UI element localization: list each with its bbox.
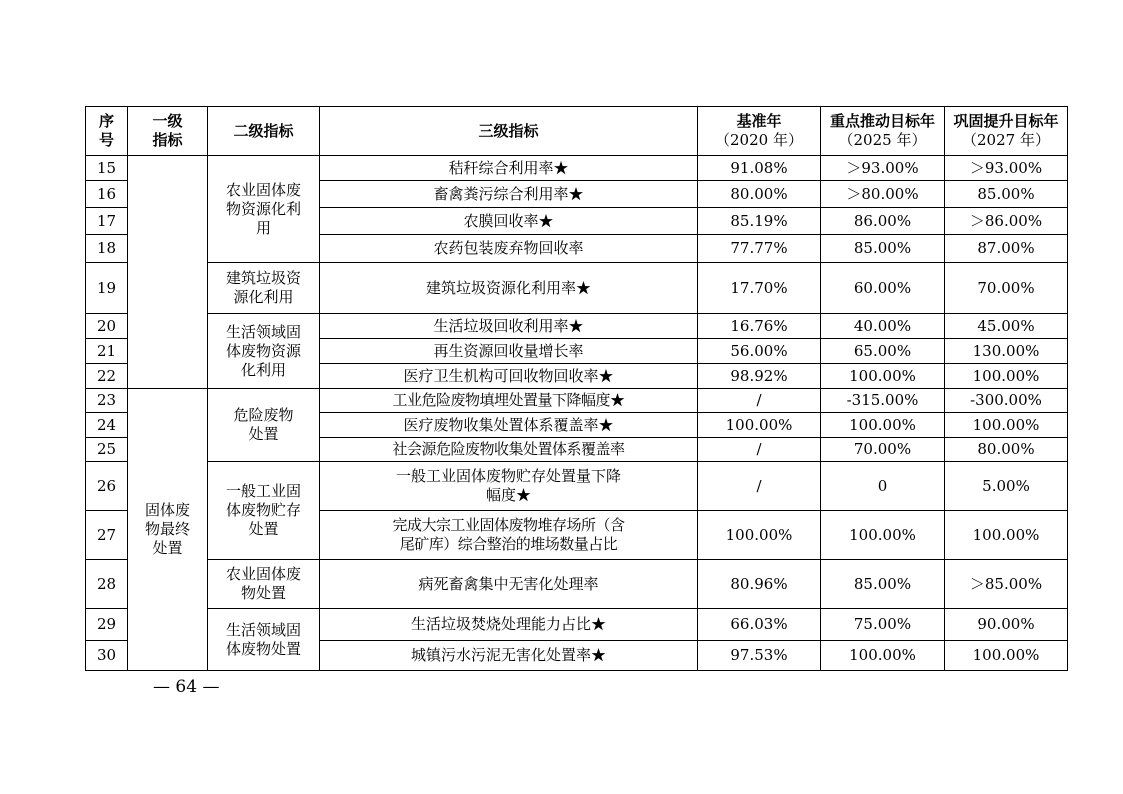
base-cell: 80.00% bbox=[698, 181, 821, 208]
header-target-2027: 巩固提升目标年 （2027 年） bbox=[945, 107, 1068, 156]
row-no: 25 bbox=[86, 438, 128, 462]
table-row bbox=[86, 609, 1068, 641]
base-cell: 85.19% bbox=[698, 208, 821, 235]
table-row bbox=[86, 462, 1068, 511]
indicator-cell: 再生资源回收量增长率 bbox=[320, 339, 698, 364]
row-no: 24 bbox=[86, 413, 128, 438]
row-no: 19 bbox=[86, 263, 128, 314]
target-2025-cell: ＞93.00% bbox=[821, 156, 945, 181]
target-2027-cell: ＞85.00% bbox=[945, 560, 1068, 609]
row-no: 16 bbox=[86, 181, 128, 208]
table-row bbox=[86, 389, 1068, 413]
base-cell: / bbox=[698, 462, 821, 511]
target-2025-cell: 100.00% bbox=[821, 511, 945, 560]
base-cell: 17.70% bbox=[698, 263, 821, 314]
target-2027-cell: 5.00% bbox=[945, 462, 1068, 511]
base-cell: 16.76% bbox=[698, 314, 821, 339]
level2-group-cell: 一般工业固 体废物贮存 处置 bbox=[208, 462, 320, 560]
table-row bbox=[86, 156, 1068, 181]
base-cell: 91.08% bbox=[698, 156, 821, 181]
indicator-cell: 畜禽粪污综合利用率★ bbox=[320, 181, 698, 208]
indicator-cell: 农膜回收率★ bbox=[320, 208, 698, 235]
level2-group-cell: 农业固体废 物资源化利 用 bbox=[208, 156, 320, 263]
indicator-cell: 生活垃圾回收利用率★ bbox=[320, 314, 698, 339]
row-no: 18 bbox=[86, 235, 128, 263]
base-cell: 66.03% bbox=[698, 609, 821, 641]
target-2027-cell: 90.00% bbox=[945, 609, 1068, 641]
base-cell: / bbox=[698, 389, 821, 413]
indicator-table bbox=[85, 106, 1068, 671]
page-number: — 64 — bbox=[153, 677, 220, 697]
level1-group-cell: 固体废 物最终 处置 bbox=[128, 389, 208, 671]
row-no: 20 bbox=[86, 314, 128, 339]
target-2025-cell: 85.00% bbox=[821, 235, 945, 263]
target-2027-cell: 70.00% bbox=[945, 263, 1068, 314]
table-row bbox=[86, 560, 1068, 609]
target-2027-cell: -300.00% bbox=[945, 389, 1068, 413]
level1-group-cell bbox=[128, 156, 208, 389]
row-no: 28 bbox=[86, 560, 128, 609]
level2-group-cell: 生活领域固 体废物资源 化利用 bbox=[208, 314, 320, 389]
base-cell: 56.00% bbox=[698, 339, 821, 364]
indicator-cell: 秸秆综合利用率★ bbox=[320, 156, 698, 181]
base-cell: 98.92% bbox=[698, 364, 821, 389]
target-2025-cell: -315.00% bbox=[821, 389, 945, 413]
target-2025-cell: 40.00% bbox=[821, 314, 945, 339]
row-no: 15 bbox=[86, 156, 128, 181]
target-2025-cell: 100.00% bbox=[821, 641, 945, 671]
indicator-cell: 农药包装废弃物回收率 bbox=[320, 235, 698, 263]
row-no: 29 bbox=[86, 609, 128, 641]
target-2027-cell: 85.00% bbox=[945, 181, 1068, 208]
header-base-year: 基准年 （2020 年） bbox=[698, 107, 821, 156]
indicator-cell: 一般工业固体废物贮存处置量下降 幅度★ bbox=[320, 462, 698, 511]
indicator-cell: 建筑垃圾资源化利用率★ bbox=[320, 263, 698, 314]
target-2027-cell: ＞93.00% bbox=[945, 156, 1068, 181]
table-row bbox=[86, 314, 1068, 339]
target-2027-cell: 87.00% bbox=[945, 235, 1068, 263]
target-2025-cell: 70.00% bbox=[821, 438, 945, 462]
target-2027-cell: 45.00% bbox=[945, 314, 1068, 339]
indicator-cell: 社会源危险废物收集处置体系覆盖率 bbox=[320, 438, 698, 462]
base-cell: 100.00% bbox=[698, 511, 821, 560]
row-no: 30 bbox=[86, 641, 128, 671]
target-2025-cell: 0 bbox=[821, 462, 945, 511]
base-cell: 100.00% bbox=[698, 413, 821, 438]
base-cell: 97.53% bbox=[698, 641, 821, 671]
target-2025-cell: 86.00% bbox=[821, 208, 945, 235]
target-2025-cell: 100.00% bbox=[821, 413, 945, 438]
row-no: 22 bbox=[86, 364, 128, 389]
target-2027-cell: 80.00% bbox=[945, 438, 1068, 462]
target-2027-cell: 130.00% bbox=[945, 339, 1068, 364]
header-row bbox=[86, 107, 1068, 156]
header-level3: 三级指标 bbox=[320, 107, 698, 156]
header-target-2025: 重点推动目标年 （2025 年） bbox=[821, 107, 945, 156]
row-no: 27 bbox=[86, 511, 128, 560]
table-row bbox=[86, 263, 1068, 314]
indicator-cell: 医疗卫生机构可回收物回收率★ bbox=[320, 364, 698, 389]
level2-group-cell: 危险废物 处置 bbox=[208, 389, 320, 462]
base-cell: 77.77% bbox=[698, 235, 821, 263]
target-2025-cell: 75.00% bbox=[821, 609, 945, 641]
indicator-cell: 生活垃圾焚烧处理能力占比★ bbox=[320, 609, 698, 641]
row-no: 23 bbox=[86, 389, 128, 413]
indicator-cell: 完成大宗工业固体废物堆存场所（含 尾矿库）综合整治的堆场数量占比 bbox=[320, 511, 698, 560]
indicator-cell: 工业危险废物填埋处置量下降幅度★ bbox=[320, 389, 698, 413]
row-no: 21 bbox=[86, 339, 128, 364]
base-cell: / bbox=[698, 438, 821, 462]
target-2025-cell: 100.00% bbox=[821, 364, 945, 389]
base-cell: 80.96% bbox=[698, 560, 821, 609]
target-2025-cell: ＞80.00% bbox=[821, 181, 945, 208]
header-seq: 序 号 bbox=[86, 107, 128, 156]
header-level1: 一级 指标 bbox=[128, 107, 208, 156]
target-2025-cell: 65.00% bbox=[821, 339, 945, 364]
row-no: 26 bbox=[86, 462, 128, 511]
indicator-cell: 城镇污水污泥无害化处置率★ bbox=[320, 641, 698, 671]
row-no: 17 bbox=[86, 208, 128, 235]
target-2027-cell: ＞86.00% bbox=[945, 208, 1068, 235]
indicator-cell: 医疗废物收集处置体系覆盖率★ bbox=[320, 413, 698, 438]
target-2027-cell: 100.00% bbox=[945, 364, 1068, 389]
level2-group-cell: 生活领域固 体废物处置 bbox=[208, 609, 320, 671]
target-2027-cell: 100.00% bbox=[945, 641, 1068, 671]
target-2027-cell: 100.00% bbox=[945, 511, 1068, 560]
level2-group-cell: 农业固体废 物处置 bbox=[208, 560, 320, 609]
target-2025-cell: 60.00% bbox=[821, 263, 945, 314]
header-level2: 二级指标 bbox=[208, 107, 320, 156]
target-2025-cell: 85.00% bbox=[821, 560, 945, 609]
indicator-cell: 病死畜禽集中无害化处理率 bbox=[320, 560, 698, 609]
target-2027-cell: 100.00% bbox=[945, 413, 1068, 438]
level2-group-cell: 建筑垃圾资 源化利用 bbox=[208, 263, 320, 314]
